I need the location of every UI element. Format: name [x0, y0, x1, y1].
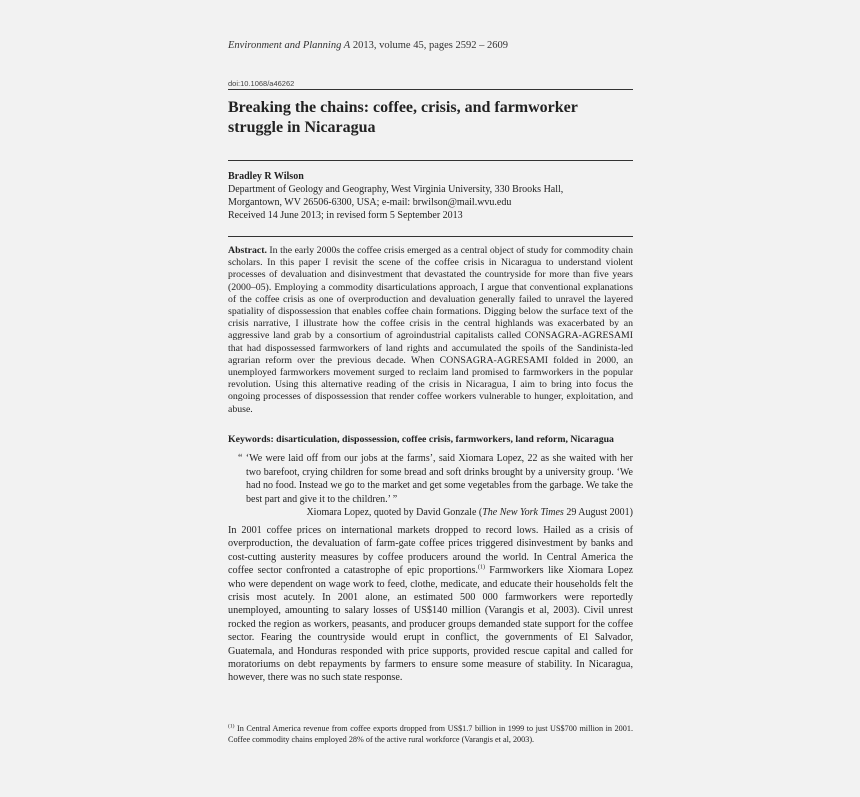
footnote-marker: (1): [228, 723, 235, 730]
received-dates: Received 14 June 2013; in revised form 5 September 2013: [228, 210, 463, 221]
abstract-text: In the early 2000s the coffee crisis emerged as a central object of study for commodity chain scholars. In this paper I revisit the scene of the coffee crisis in Nicaragua to understand violent processes of devaluation and disinvestment that devastated the countryside for more than five years (2000–05). Employing a commodity disarticulations approach, I argue that conventional explanations of the coffee crisis as one of overproduction and devaluation generally failed to unravel the layered spatiality of dispossession that enables coffee chain formations. Digging below the surface text of the crisis narrative, I illustrate how the coffee crisis in the central highlands was exacerbated by an aggressive land grab by a consortium of agroindustrial capitalists called CONSAGRA-AGRESAMI that had dispossessed farmworkers of land rights and accumulated the spoils of the Sandinista-led agrarian reform over the previous decade. When CONSAGRA-AGRESAMI folded in 2000, an unemployed farmworkers movement surged to reclaim land promised to farmworkers in the popular revolution. Using this alternative reading of the crisis in Nicaragua, I aim to bring into focus the ongoing processes of dispossession that render coffee workers vulnerable to hunger, exploitation, and abuse.: [228, 245, 633, 415]
doi: doi:10.1068/a46262: [228, 79, 295, 88]
journal-details: 2013, volume 45, pages 2592 – 2609: [350, 40, 508, 51]
affiliation-line-2: Morgantown, WV 26506-6300, USA; e-mail: brwilson@mail.wvu.edu: [228, 197, 512, 208]
keywords: [228, 434, 633, 446]
epigraph-text: “ ‘We were laid off from our jobs at the farms’, said Xiomara Lopez, 22 as she waited with her two barefoot, crying children for some bread and soft drinks brought by a university group. ‘We had no food. Instead we go to the market and get some vegetables from the garbage. We take the best part and give it to the children.’ ”: [238, 453, 633, 505]
author-block: [228, 170, 633, 222]
epigraph: [238, 452, 633, 520]
epigraph-attribution: Xiomara Lopez, quoted by David Gonzale (The New York Times 29 August 2001): [306, 507, 633, 518]
title-top-rule: [228, 89, 633, 90]
title-bottom-rule: [228, 160, 633, 161]
journal-name: Environment and Planning A: [228, 40, 351, 51]
author-name: Bradley R Wilson: [228, 171, 304, 182]
keywords-text: disarticulation, dispossession, coffee crisis, farmworkers, land reform, Nicaragua: [273, 434, 614, 445]
affiliation-line-1: Department of Geology and Geography, West Virginia University, 330 Brooks Hall,: [228, 184, 564, 195]
abstract: [228, 245, 633, 416]
epigraph-source: The New York Times: [482, 507, 564, 518]
footnote-reference[interactable]: (1): [477, 564, 485, 571]
journal-citation: [228, 40, 633, 51]
footnote-text: In Central America revenue from coffee exports dropped from US$1.7 billion in 1999 to just US$700 million in 2001. Coffee commodity chains employed 28% of the active rural workforce (Varangis et al, 2003).: [228, 724, 633, 744]
keywords-label: Keywords:: [228, 434, 274, 445]
footnote: [228, 723, 633, 745]
article-title: Breaking the chains: coffee, crisis, and farmworker struggle in Nicaragua: [228, 99, 578, 136]
abstract-top-rule: [228, 236, 633, 237]
body-paragraph: In 2001 coffee prices on international markets dropped to record lows. Hailed as a crisis of overproduction, the devaluation of farm-gate coffee prices triggered disinvestment by banks and cost-cutting austerity measures by coffee producers around the world. In Central America the coffee sector confronted a catastrophe of epic proportions.$^{(1)}$ Farmworkers like Xiomara Lopez who were dependent on wage work to feed, clothe, medicate, and educate their households felt the crisis most acutely. In 2001 alone, an estimated 500 000 farmworkers were reportedly unemployed, amounting to salary losses of US$140 million (Varangis et al, 2003). Civil unrest rocked the region as workers, peasants, and producer groups demanded state support for the coffee sector. Fearing the countryside would erupt in conflict, the governments of El Salvador, Guatemala, and Honduras responded with price supports, provided rescue capital and called for moratoriums on debt repayments by farmers to ensure some measure of stability. In Nicaragua, however, there was no such state response.: [228, 525, 633, 684]
abstract-label: Abstract.: [228, 245, 267, 256]
